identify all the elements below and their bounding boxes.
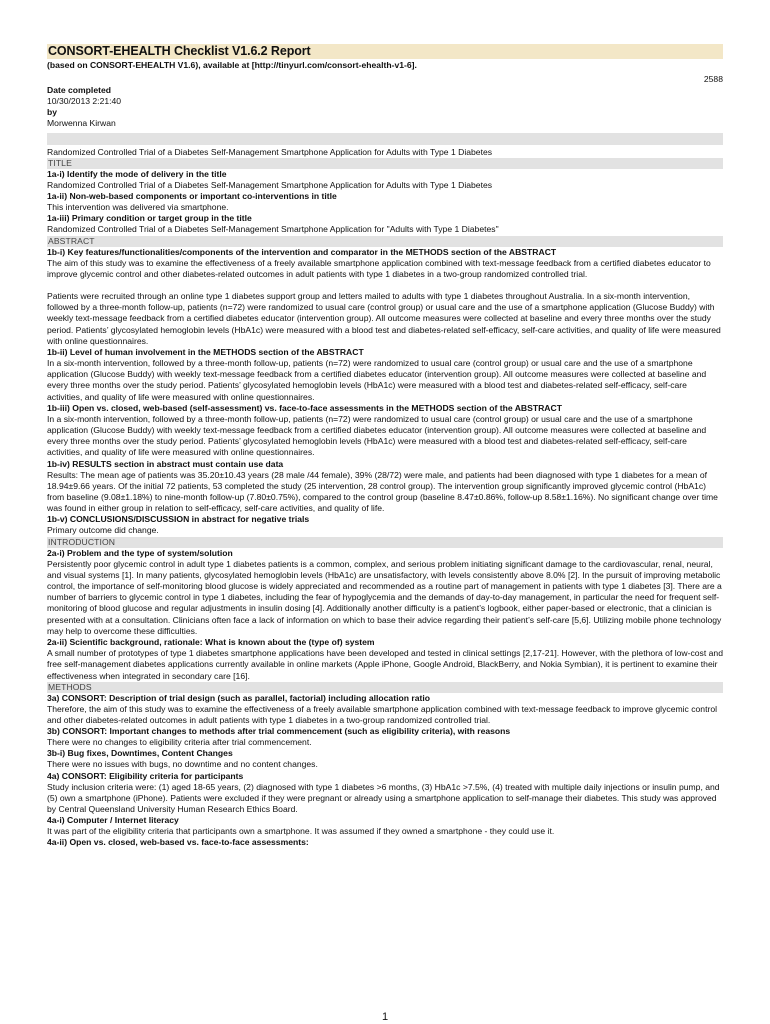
response-paragraph: Randomized Controlled Trial of a Diabetes Self-Management Smartphone Application for "Adults with Type 1 Diabetes" xyxy=(47,224,499,235)
checklist-item xyxy=(47,815,723,837)
item-label: 4a-i) Computer / Internet literacy xyxy=(47,815,179,826)
submission-id: 2588 xyxy=(703,74,723,84)
checklist-item xyxy=(47,748,723,770)
study-title: Randomized Controlled Trial of a Diabetes Self-Management Smartphone Application for Adults with Type 1 Diabetes xyxy=(47,147,493,157)
response-paragraph: Therefore, the aim of this study was to examine the effectiveness of a freely available smartphone application combined with text-message feedback to improve glycemic control and other diabetes-related outcomes in adult patients with type 1 diabetes in a two-group randomized controlled trial. xyxy=(47,703,718,725)
author-name: Morwenna Kirwan xyxy=(47,118,116,128)
response-paragraph: Randomized Controlled Trial of a Diabetes Self-Management Smartphone Application for Adults with Type 1 Diabetes xyxy=(47,180,493,190)
response-paragraph: Primary outcome did change. xyxy=(47,525,159,536)
item-label: 1b-ii) Level of human involvement in the METHODS section of the ABSTRACT xyxy=(47,347,364,358)
report-title: CONSORT-EHEALTH Checklist V1.6.2 Report xyxy=(48,44,311,58)
section-header-title: TITLE xyxy=(47,158,723,169)
item-label: 1b-iv) RESULTS section in abstract must contain use data xyxy=(47,458,284,469)
checklist-item xyxy=(47,726,723,748)
response-paragraph: Persistently poor glycemic control in adult type 1 diabetes patients is a common, complex, and serious problem initiating significant damage to the cardiovascular, renal, neural, and visual systems [1]. In many patients, glycosylated hemoglobin levels (HbA1c) are unsatisfactory, with levels consistently above 8.0% [2]. In the pursuit of improving metabolic control, the importance of self-monitoring blood glucose is widely appreciated and recommended as a routine part of management in patients with type 1 diabetes [3]. There are a number of barriers to glycemic control in type 1 diabetes, including the fear of hypoglycemia and the demands of day-to-day management, in particular the need for frequent self-monitoring of blood glucose and regular adjustments in insulin dosing [4]. Additionally another difficulty is a patient’s logbook, either paper-based or electronic, that a clinician is presented with at a consultation. Clinicians often face a lack of information on which to base their advice regarding their patient’s self-care [5,6]. Utilizing mobile phone technology may help to overcome these difficulties. xyxy=(47,558,722,636)
item-response xyxy=(47,180,723,191)
section-header-methods: METHODS xyxy=(47,682,723,693)
checklist-item xyxy=(47,213,723,235)
by-label: by xyxy=(47,107,58,117)
item-label: 4a) CONSORT: Eligibility criteria for participants xyxy=(47,770,244,781)
item-response xyxy=(47,414,723,459)
date-completed-label: Date completed xyxy=(47,85,111,95)
item-response xyxy=(47,202,723,213)
checklist-item xyxy=(47,459,723,515)
checklist-item xyxy=(47,403,723,459)
item-label: 4a-ii) Open vs. closed, web-based vs. face-to-face assessments: xyxy=(47,837,309,848)
checklist-item xyxy=(47,771,723,816)
response-paragraph: The aim of this study was to examine the effectiveness of a freely available smartphone application combined with text-message feedback from a certified diabetes educator to improve glycemic control and other diabetes-related outcomes in adult patients with type 1 diabetes in a two-group randomized controlled trial. xyxy=(47,257,711,279)
item-response xyxy=(47,525,723,536)
item-label: 1a-ii) Non-web-based components or important co-interventions in title xyxy=(47,191,337,202)
response-paragraph: Patients were recruited through an online type 1 diabetes support group and letters mailed to adults with type 1 diabetes throughout Australia. In a six-month intervention, followed by a three-month follow-up, patients (n=72) were randomized to usual care (control group) or usual care and the use of a smartphone application (Glucose Buddy) with weekly text-message feedback from a certified diabetes educator (intervention group). All outcome measures were collected at baseline and every three months over the study period. Patients’ glycosylated hemoglobin levels (HbA1c) were measured with a blood test and diabetes-related self-efficacy, self-care activities, and quality of life were measured with online questionnaires. xyxy=(47,291,721,346)
item-response xyxy=(47,648,723,682)
item-response xyxy=(47,358,723,403)
section-header-introduction: INTRODUCTION xyxy=(47,537,723,548)
page-number: 1 xyxy=(381,1011,389,1023)
checklist-item xyxy=(47,247,723,347)
report-page xyxy=(47,44,723,848)
checklist-item xyxy=(47,693,723,726)
response-paragraph: In a six-month intervention, followed by a three-month follow-up, patients (n=72) were randomized to usual care (control group) or usual care and the use of a smartphone application (Glucose Buddy) with weekly text-message feedback from a certified diabetes educator (intervention group). All outcome measures were collected at baseline and every three months over the study period. Patients’ glycosylated hemoglobin levels (HbA1c) were measured with a blood test and diabetes-related self-efficacy, self-care activities, and quality of life were measured with online questionnaires. xyxy=(47,358,707,402)
item-label: 3b-i) Bug fixes, Downtimes, Content Changes xyxy=(47,748,233,759)
item-label: 3b) CONSORT: Important changes to methods after trial commencement (such as eligibility criteria), with reasons xyxy=(47,726,511,737)
response-paragraph: This intervention was delivered via smartphone. xyxy=(47,202,229,213)
report-subtitle: (based on CONSORT-EHEALTH V1.6), available at [http://tinyurl.com/consort-ehealth-v1-6]. xyxy=(47,60,417,70)
item-label: 1b-iii) Open vs. closed, web-based (self-assessment) vs. face-to-face assessments in the METHODS section of the ABSTRACT xyxy=(47,402,562,413)
item-response xyxy=(47,826,723,837)
checklist-item xyxy=(47,837,723,848)
checklist-item xyxy=(47,169,723,191)
divider-bar xyxy=(47,133,723,145)
item-label: 1b-v) CONCLUSIONS/DISCUSSION in abstract for negative trials xyxy=(47,514,310,525)
item-response xyxy=(47,782,723,816)
item-response xyxy=(47,704,723,726)
section-header-abstract: ABSTRACT xyxy=(47,236,723,247)
response-paragraph: Results: The mean age of patients was 35.20±10.43 years (28 male /44 female), 39% (28/72) were male, and patients had been diagnosed with type 1 diabetes for a mean of 18.94±9.66 years. Of the initial 72 patients, 53 completed the study (25 intervention, 28 control group). The intervention group significantly improved glycemic control (HbA1c) from baseline (9.08±1.18%) to nine-month follow-up (7.80±0.75%), compared to the control group (baseline 8.47±0.86%, follow-up 8.58±1.16%). No significant change over time was found in either group in relation to self-efficacy, self-care activities, and quality of life. xyxy=(47,469,718,514)
item-response xyxy=(47,759,723,770)
item-response xyxy=(47,559,723,637)
checklist-item xyxy=(47,191,723,213)
response-paragraph: A small number of prototypes of type 1 diabetes smartphone applications have been developed and tested in clinical settings [2,17-21]. However, with the plethora of low-cost and free self-management diabetes applications currently available in online markets (Apple iPhone, Google Android, BlackBerry, and Nokia Symbian), it is pertinent to examine their effectiveness when integrated in secondary care [16]. xyxy=(47,648,723,681)
checklist-item xyxy=(47,347,723,403)
item-response xyxy=(47,258,723,347)
checklist-item xyxy=(47,548,723,637)
item-response xyxy=(47,224,723,235)
checklist-item xyxy=(47,637,723,682)
item-response xyxy=(47,470,723,515)
item-response xyxy=(47,737,723,748)
response-paragraph: It was part of the eligibility criteria that participants own a smartphone. It was assumed if they owned a smartphone - they could use it. xyxy=(47,826,555,837)
item-label: 2a-ii) Scientific background, rationale: What is known about the (type of) system xyxy=(47,637,375,648)
date-completed-value: 10/30/2013 2:21:40 xyxy=(47,96,122,106)
response-paragraph: There were no changes to eligibility criteria after trial commencement. xyxy=(47,737,312,748)
response-paragraph: There were no issues with bugs, no downtime and no content changes. xyxy=(47,759,318,770)
item-label: 2a-i) Problem and the type of system/solution xyxy=(47,547,233,558)
item-label: 1b-i) Key features/functionalities/components of the intervention and comparator in the METHODS section of the ABSTRACT xyxy=(47,246,557,257)
checklist-item xyxy=(47,514,723,536)
response-paragraph: In a six-month intervention, followed by a three-month follow-up, patients (n=72) were randomized to usual care (control group) or usual care and the use of a smartphone application (Glucose Buddy) with weekly text-message feedback from a certified diabetes educator (intervention group). All outcome measures were collected at baseline and every three months over the study period. Patients’ glycosylated hemoglobin levels (HbA1c) were measured with a blood test and diabetes-related self-efficacy, self-care activities, and quality of life were measured with online questionnaires. xyxy=(47,413,707,458)
title-bar xyxy=(47,44,723,59)
item-label: 1a-iii) Primary condition or target group in the title xyxy=(47,213,252,224)
item-label: 1a-i) Identify the mode of delivery in the title xyxy=(47,169,227,179)
item-label: 3a) CONSORT: Description of trial design (such as parallel, factorial) including allocation ratio xyxy=(47,692,430,703)
checklist-sections xyxy=(47,158,723,848)
response-paragraph: Study inclusion criteria were: (1) aged 18-65 years, (2) diagnosed with type 1 diabetes >6 months, (3) HbA1c >7.5%, (4) treated with multiple daily injections or insulin pump, and (5) own a smartphone (iPhone). Patients were excluded if they were pregnant or already using a smartphone application to self-manage their diabetes. This study was approved by Central Queensland University Human Research Ethics Board. xyxy=(47,781,720,814)
